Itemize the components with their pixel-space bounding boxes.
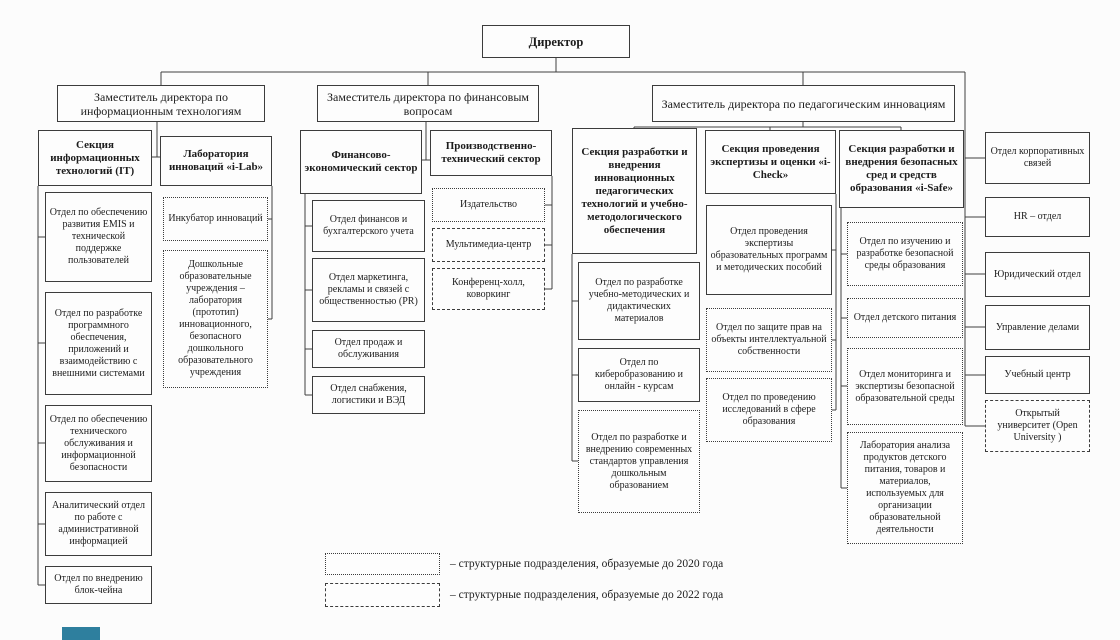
deputy-pedagogy-box: Заместитель директора по педагогическим инновациям: [652, 85, 955, 122]
unit-education-research: Отдел по проведению исследований в сфере образования: [706, 378, 832, 442]
section-pedtech-header: Секция разработки и внедрения инновационных педагогических технологий и учебно-методологического обеспечения: [572, 128, 697, 254]
director-box: Директор: [482, 25, 630, 58]
section-finecon-header: Финансово-экономический сектор: [300, 130, 422, 194]
section-isafe-header: Секция разработки и внедрения безопасных сред и средств образования «i-Safe»: [839, 130, 964, 208]
unit-software-dev: Отдел по разработке программного обеспечения, приложений и взаимодействию с внешними системами: [45, 292, 152, 395]
deputy-it-box: Заместитель директора по информационным технологиям: [57, 85, 265, 122]
unit-training-center: Учебный центр: [985, 356, 1090, 394]
unit-environment-monitoring: Отдел мониторинга и экспертизы безопасной образовательной среды: [847, 348, 963, 425]
unit-hr: HR – отдел: [985, 197, 1090, 237]
unit-child-nutrition: Отдел детского питания: [847, 298, 963, 338]
unit-safe-environment-dev: Отдел по изучению и разработке безопасной среды образования: [847, 222, 963, 286]
section-prodtech-header: Производственно-технический сектор: [430, 130, 552, 176]
unit-open-university: Открытый университет (Open University ): [985, 400, 1090, 452]
legend-label-2022: – структурные подразделения, образуемые до 2022 года: [450, 589, 724, 601]
unit-analytics: Аналитический отдел по работе с административной информацией: [45, 492, 152, 556]
unit-tech-maintenance: Отдел по обеспечению технического обслуживания и информационной безопасности: [45, 405, 152, 482]
unit-legal: Юридический отдел: [985, 252, 1090, 297]
legend-swatch-2022: [325, 583, 440, 607]
unit-emis-support: Отдел по обеспечению развития EMIS и технической поддержке пользователей: [45, 192, 152, 282]
legend-swatch-2020: [325, 553, 440, 575]
unit-corporate-relations: Отдел корпоративных связей: [985, 132, 1090, 184]
unit-preschool-lab: Дошкольные образовательные учреждения – лаборатория (прототип) инновационного, безопасного дошкольного образовательного учреждения: [163, 250, 268, 388]
unit-cyber-education: Отдел по киберобразованию и онлайн - курсам: [578, 348, 700, 402]
unit-finance-accounting: Отдел финансов и бухгалтерского учета: [312, 200, 425, 252]
unit-blockchain: Отдел по внедрению блок-чейна: [45, 566, 152, 604]
unit-ip-protection: Отдел по защите прав на объекты интеллектуальной собственности: [706, 308, 832, 372]
unit-incubator: Инкубатор инноваций: [163, 197, 268, 241]
legend-label-2020: – структурные подразделения, образуемые до 2020 года: [450, 558, 724, 570]
scan-artifact-rect: [62, 627, 100, 640]
unit-sales-service: Отдел продаж и обслуживания: [312, 330, 425, 368]
unit-multimedia-center: Мультимедиа-центр: [432, 228, 545, 262]
unit-preschool-standards: Отдел по разработке и внедрению современных стандартов управления дошкольным образованием: [578, 410, 700, 513]
section-it-header: Секция информационных технологий (IT): [38, 130, 152, 186]
unit-program-expertise: Отдел проведения экспертизы образовательных программ и методических пособий: [706, 205, 832, 295]
section-icheck-header: Секция проведения экспертизы и оценки «i-Check»: [705, 130, 836, 194]
deputy-finance-box: Заместитель директора по финансовым вопросам: [317, 85, 539, 122]
unit-product-analysis-lab: Лаборатория анализа продуктов детского питания, товаров и материалов, используемых для организации образовательной деятельности: [847, 432, 963, 544]
unit-administration: Управление делами: [985, 305, 1090, 350]
unit-marketing-pr: Отдел маркетинга, рекламы и связей с общественностью (PR): [312, 258, 425, 322]
unit-didactic-materials: Отдел по разработке учебно-методических и дидактических материалов: [578, 262, 700, 340]
unit-supply-logistics: Отдел снабжения, логистики и ВЭД: [312, 376, 425, 414]
section-ilab-header: Лаборатория инноваций «i-Lab»: [160, 136, 272, 186]
unit-publishing: Издательство: [432, 188, 545, 222]
unit-conference-coworking: Конференц-холл, коворкинг: [432, 268, 545, 310]
